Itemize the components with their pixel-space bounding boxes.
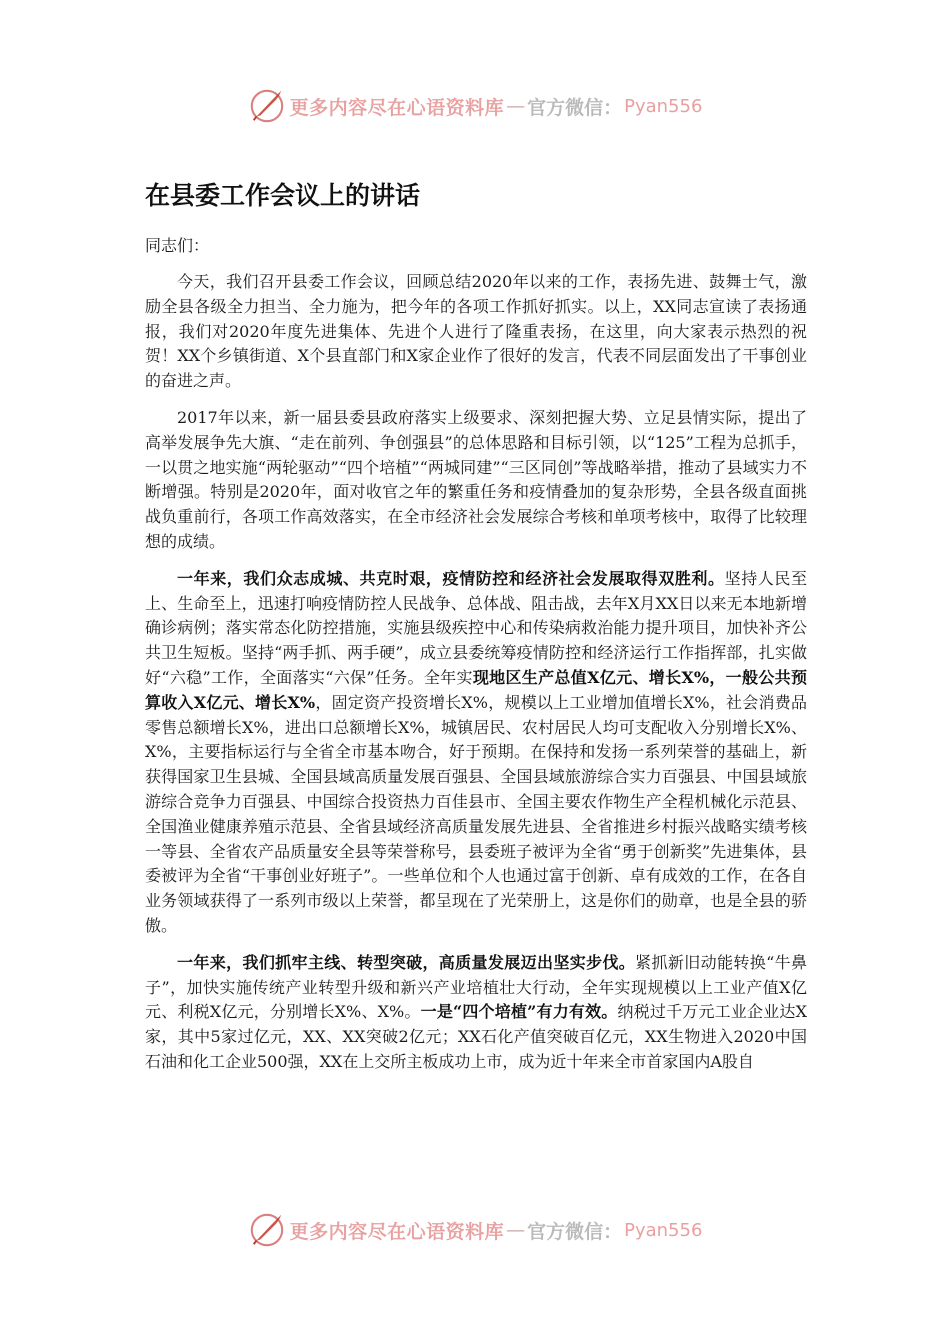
paragraph-1: 今天，我们召开县委工作会议，回顾总结2020年以来的工作，表扬先进、鼓舞士气，激励全县各级全力担当、全力施为，把今年的各项工作抓好抓实。以上，XX同志宣读了表扬通报，我们对2020年度先进集体、先进个人进行了隆重表扬，在这里，向大家表示热烈的祝贺！XX个乡镇街道、X个县直部门和X家企业作了很好的发言，代表不同层面发出了干事创业的奋进之声。 bbox=[145, 272, 807, 391]
paragraph-4-bold-point: 一是“四个培植”有力有效。 bbox=[420, 1002, 618, 1022]
paragraph-4 bbox=[145, 951, 807, 1075]
paragraph-3-bold-figures: 现地区生产总值X亿元、增长X%，一般公共预算收入X亿元、增长X% bbox=[145, 667, 807, 712]
document-title: 在县委工作会议上的讲话 bbox=[145, 181, 421, 210]
watermark-dash: — bbox=[506, 1219, 526, 1241]
watermark-sub-text: 官方微信： bbox=[527, 1220, 623, 1243]
watermark-dash: — bbox=[506, 95, 526, 117]
watermark-main-text: 更多内容尽在心语资料库 bbox=[289, 1220, 505, 1243]
paragraph-3-text-b: ，固定资产投资增长X%，规模以上工业增加值增长X%，社会消费品零售总额增长X%，进出口总额增长X%，城镇居民、农村居民人均可支配收入分别增长X%、X%，主要指标运行与全省全市基本吻合，好于预期。在保持和发扬一系列荣誉的基础上，新获得国家卫生县城、全国县域高质量发展百强县、全国县域旅游综合实力百强县、中国县域旅游综合竞争力百强县、中国综合投资热力百佳县市、全国主要农作物生产全程机械化示范县、全国渔业健康养殖示范县、全省县域经济高质量发展先进县、全省推进乡村振兴战略实绩考核一等县、全省农产品质量安全县等荣誉称号，县委班子被评为全省“勇于创新奖”先进集体，县委被评为全省“干事创业好班子”。一些单位和个人也通过富于创新、卓有成效的工作，在各自业务领域获得了一系列市级以上荣誉，都呈现在了光荣册上，这是你们的勋章，也是全县的骄傲。 bbox=[145, 692, 807, 935]
watermark-sub-text: 官方微信： bbox=[527, 96, 623, 119]
paragraph-3-text-a: 坚持人民至上、生命至上，迅速打响疫情防控人民战争、总体战、阻击战，去年X月XX日以来无本地新增确诊病例；落实常态化防控措施，实施县级疾控中心和传染病救治能力提升项目，加快补齐公共卫生短板。坚持“两手抓、两手硬”，成立县委统筹疫情防控和经济运行工作指挥部，扎实做好“六稳”工作，全面落实“六保”任务。全年实 bbox=[145, 568, 807, 687]
watermark-footer bbox=[0, 1210, 950, 1250]
watermark-header bbox=[0, 86, 950, 126]
paragraph-4-lead: 一年来，我们抓牢主线、转型突破，高质量发展迈出坚实步伐。 bbox=[177, 952, 636, 972]
paragraph-4-text-b: 纳税过千万元工业企业达X家，其中5家过亿元，XX、XX突破2亿元；XX石化产值突破百亿元，XX生物进入2020中国石油和化工企业500强，XX在上交所主板成功上市，成为近十年来全市首家国内A股自 bbox=[145, 1002, 807, 1071]
watermark-wechat-id: Pyan556 bbox=[624, 95, 703, 117]
paragraph-2: 2017年以来，新一届县委县政府落实上级要求、深刻把握大势、立足县情实际，提出了高举发展争先大旗、“走在前列、争创强县”的总体思路和目标引领，以“125”工程为总抓手，一以贯之地实施“两轮驱动”“四个培植”“两城同建”“三区同创”等战略举措，推动了县域实力不断增强。特别是2020年，面对收官之年的繁重任务和疫情叠加的复杂形势，全县各级直面挑战负重前行，各项工作高效落实，在全市经济社会发展综合考核和单项考核中，取得了比较理想的成绩。 bbox=[145, 407, 807, 551]
paragraph-4-text-a: 紧抓新旧动能转换“牛鼻子”，加快实施传统产业转型升级和新兴产业培植壮大行动，全年实现规模以上工业产值X亿元、利税X亿元，分别增长X%、X%。 bbox=[145, 952, 807, 1022]
salutation: 同志们： bbox=[145, 236, 210, 255]
feather-pen-logo-icon bbox=[248, 1211, 286, 1249]
paragraph-3-lead: 一年来，我们众志成城、共克时艰，疫情防控和经济社会发展取得双胜利。 bbox=[177, 568, 725, 588]
paragraph-3 bbox=[145, 567, 807, 939]
document-body bbox=[145, 178, 807, 1087]
feather-pen-logo-icon bbox=[248, 87, 286, 125]
watermark-wechat-id: Pyan556 bbox=[624, 1219, 703, 1241]
watermark-main-text: 更多内容尽在心语资料库 bbox=[289, 96, 505, 119]
